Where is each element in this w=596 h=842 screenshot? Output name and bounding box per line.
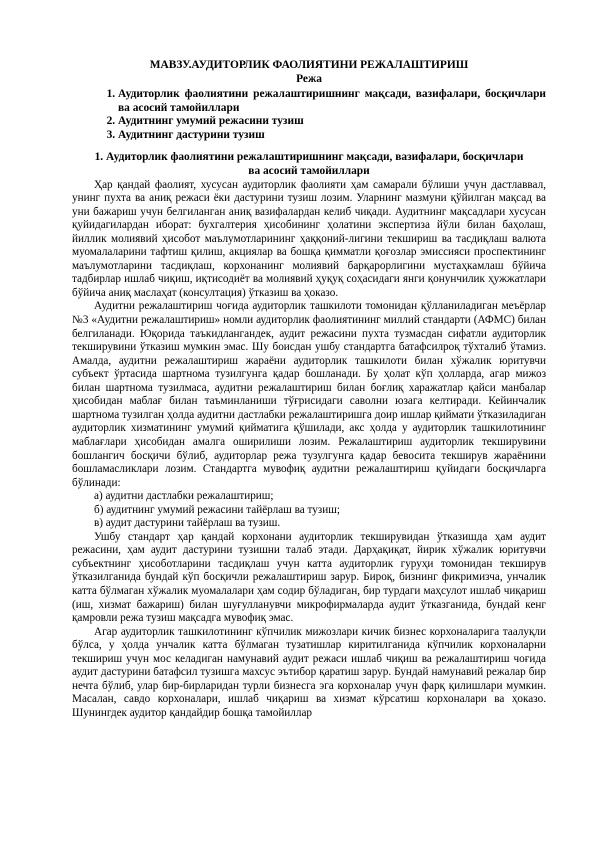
plan-item: 1. Аудиторлик фаолиятини режалаштиришнинг мақсади, вазифалари, босқичлари ва асосий тамойиллари — [118, 88, 546, 115]
plan-list — [72, 88, 546, 142]
body-paragraph: Ҳар қандай фаолият, хусусан аудиторлик фаолияти ҳам самарали бўлиши учун дастлаввал, унинг пухта ва аниқ режаси ёки дастурини тузиш лозим. Уларнинг мазмуни қўйилган мақсад ва уни бажариш учун белгиланган аниқ вазифалардан келиб чиқади. Аудитнинг мақсадлари хусусан қуйидагилардан иборат: бухгалтерия ҳисобининг ҳолатини экспертиза йўли билан баҳолаш, йиллик молиявий ҳисобот маълумотларининг ҳаққоний-лигини текшириш ва тасдиқлаш валюта муомалаларини тафтиш қилиш, акциялар ва бошқа қимматли қоғозлар эмиссияси проспектининг маълумотларини тасдиқлаш, корхонанинг молиявий барқарорлигини мустаҳкамлаш бўйича тадбирлар ишлаб чиқиш, иқтисодиёт ва молиявий ҳуқуқ соҳасидаги янги қонунчилик ҳужжатлари бўйича аниқ маслаҳат (консултация) ўтказиш ва ҳоказо. — [72, 178, 546, 299]
section-heading-line: 1. Аудиторлик фаолиятини режалаштиришнинг мақсади, вазифалари, босқичлари — [94, 151, 524, 164]
stage-item: в) аудит дастурини тайёрлаш ва тузиш. — [94, 517, 281, 530]
body-paragraph: Аудитни режалаштириш чоғида аудиторлик ташкилоти томонидан қўлланиладиган меъёрлар №3 «Аудитни режалаштириш» номли аудиторлик фаолиятининг миллий стандарти (АФМС) билан белгиланади. Юқорида таъкидлангандек, аудит режасини пухта тузмасдан сифатли аудиторлик текширувини ўтказиш мумкин эмас. Шу боисдан ушбу стандартга батафсилроқ тўхталиб ўтамиз. Амалда, аудитни режалаштириш жараёни аудиторлик ташкилоти билан хўжалик юритувчи субъект ўртасида шартнома тузилгунга қадар бошланади. Бу ҳолат кўп ҳолларда, агар мижоз билан шартнома тузилмаса, аудитни режалаштириш билан боғлиқ харажатлар қайси манбалар ҳисобидан маблағ билан таъминланиши тўғрисидаги саволни юзага келтиради. Кейинчалик шартнома тузилган ҳолда аудитни дастлабки режалаштиришга доир ишлар қиймати ўтказиладиган аудиторлик хизматининг умумий қийматига қўшилади, акс ҳолда у аудиторлик ташкилотининг маблағлари ҳисобидан амалга оширилиши лозим. Режалаштириш аудиторлик текширувини бошлангич босқичи бўлиб, аудиторлар режа тузулгунга қадар бевосита текширув жараёнини бошламасликлари лозим. Стандартга мувофиқ аудитни режалаштириш қуйидаги босқичларга бўлинади: — [72, 300, 546, 489]
body-paragraph: Агар аудиторлик ташкилотининг кўпчилик мижозлари кичик бизнес корхоналарига таалуқли бўлса, у ҳолда унчалик катта бўлмаган тузатишлар киритилганида кўпчилик корхоналарни текшириш учун мос келадиган намунавий аудит режаси ишлаб чиқиш ва режалаштириш чоғида аудит дастурини батафсил тузишга махсус эътибор қаратиш зарур. Бундай намунавий режалар бир нечта бўлиб, улар бир-бирларидан турли бизнесга эга корхоналар учун фарқ қилишлари мумкин. Масалан, савдо корхоналари, ишлаб чиқариш ва хизмат кўрсатиш корхоналари ва ҳоказо. Шунингдек аудитор қандайдир бошқа тамойиллар — [72, 625, 546, 719]
section-heading-line: ва асосий тамойиллари — [248, 164, 370, 177]
plan-heading: Режа — [296, 73, 322, 85]
document-title: МАВЗУ.АУДИТОРЛИК ФАОЛИЯТИНИ РЕЖАЛАШТИРИШ — [149, 59, 469, 71]
body-paragraph: Ушбу стандарт ҳар қандай корхонани аудиторлик текширувидан ўтказишда ҳам аудит режасини, ҳам аудит дастурини тузишни талаб этади. Дарҳақиқат, йирик хўжалик юритувчи субъектнинг ҳисоботларини тасдиқлаш учун катта аудиторлик гуруҳи томонидан текширув ўтказилганида бундай кўп босқичли режалаштириш зарур. Бироқ, бизнинг фикримизча, унчалик катта бўлмаган хўжалик муомалалари ҳам содир бўладиган, бир турдаги маҳсулот ишлаб чиқариш (иш, хизмат бажариш) билан шуғулланувчи микрофирмаларда аудит ўтказганида, бундай кенг қамровли режа тузиш мақсадга мувофиқ эмас. — [72, 530, 546, 625]
stage-item: а) аудитни дастлабки режалаштириш; — [94, 490, 274, 503]
stages-list — [72, 490, 546, 531]
plan-item: 2. Аудитнинг умумий режасини тузиш — [118, 115, 546, 129]
plan-item: 3. Аудитнинг дастурини тузиш — [118, 129, 546, 143]
section-heading — [72, 151, 546, 178]
stage-item: б) аудитнинг умумий режасини тайёрлаш ва тузиш; — [94, 503, 340, 516]
